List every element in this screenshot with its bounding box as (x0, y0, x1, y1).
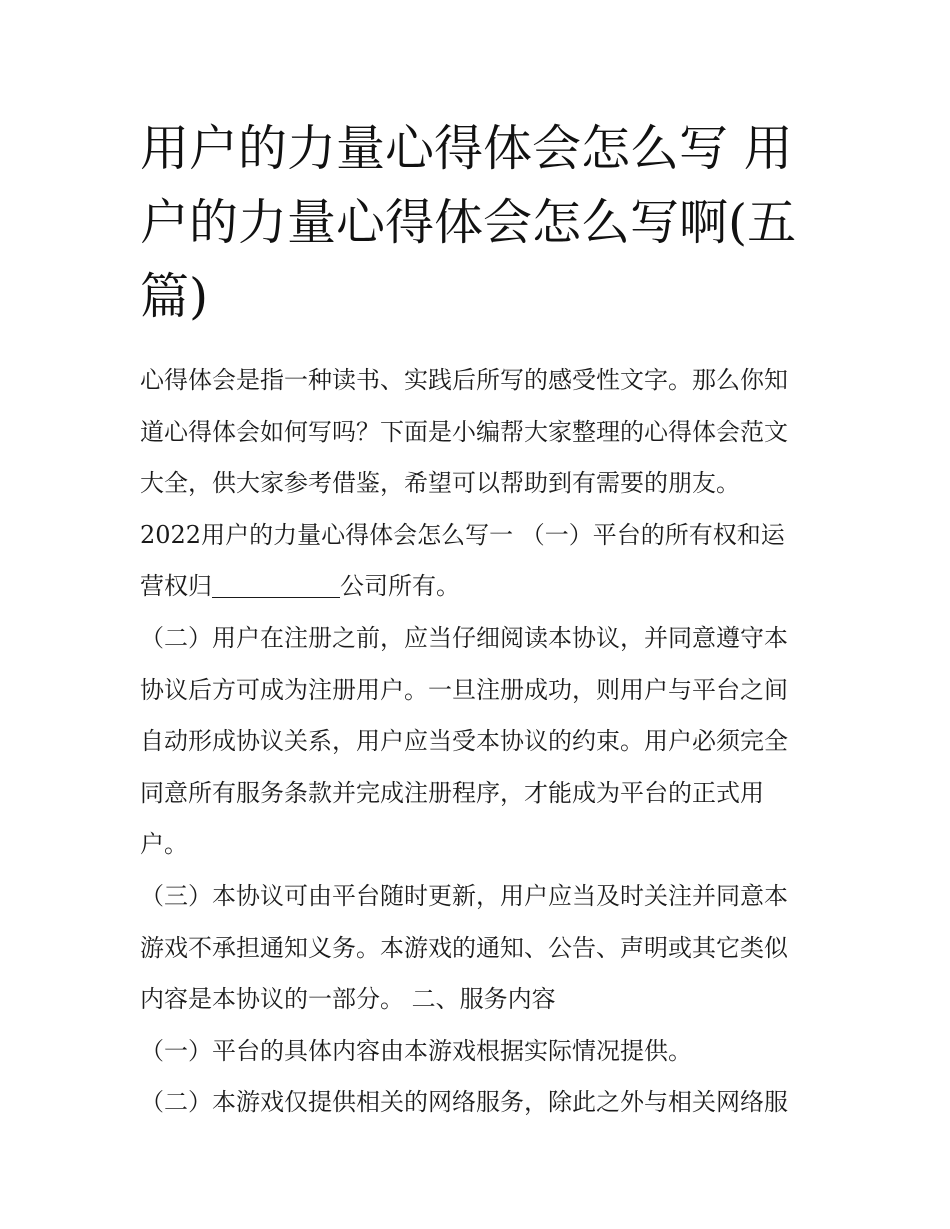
document-title (140, 112, 820, 334)
section-one-paragraph (140, 510, 830, 613)
service-content-paragraph (140, 1026, 830, 1129)
text-line: 户。 (140, 830, 188, 859)
blank-underline (212, 573, 340, 598)
text-line: 心得体会是指一种读书、实践后所写的感受性文字。那么你知 (140, 366, 788, 394)
text-line (140, 561, 830, 613)
title-line: 户的力量心得体会怎么写啊(五 (140, 194, 797, 251)
text-line: 内容是本协议的一部分。 二、服务内容 (140, 985, 556, 1014)
title-line: 篇) (140, 268, 209, 325)
intro-paragraph (140, 355, 830, 510)
clause-three-paragraph (140, 871, 830, 1026)
text-line: （三）本协议可由平台随时更新，用户应当及时关注并同意本 (140, 881, 788, 910)
document-body (140, 355, 830, 1129)
text-line: 2022用户的力量心得体会怎么写一 （一）平台的所有权和运 (140, 520, 785, 549)
clause-two-paragraph (140, 613, 830, 871)
text-line: 道心得体会如何写吗？下面是小编帮大家整理的心得体会范文 (140, 417, 788, 446)
text-fragment: 公司所有。 (340, 572, 460, 601)
text-line: （一）平台的具体内容由本游戏根据实际情况提供。 (140, 1036, 692, 1065)
text-line: 游戏不承担通知义务。本游戏的通知、公告、声明或其它类似 (140, 933, 788, 962)
text-line: 同意所有服务条款并完成注册程序，才能成为平台的正式用 (140, 778, 764, 807)
text-line: 大全，供大家参考借鉴，希望可以帮助到有需要的朋友。 (140, 469, 740, 498)
title-line: 用户的力量心得体会怎么写 用 (140, 120, 793, 177)
text-line: （二）本游戏仅提供相关的网络服务，除此之外与相关网络服 (140, 1088, 788, 1117)
text-line: 自动形成协议关系，用户应当受本协议的约束。用户必须完全 (140, 727, 788, 756)
text-fragment: 营权归 (140, 572, 212, 601)
text-line: 协议后方可成为注册用户。一旦注册成功，则用户与平台之间 (140, 675, 788, 704)
text-line: （二）用户在注册之前，应当仔细阅读本协议，并同意遵守本 (140, 623, 788, 652)
